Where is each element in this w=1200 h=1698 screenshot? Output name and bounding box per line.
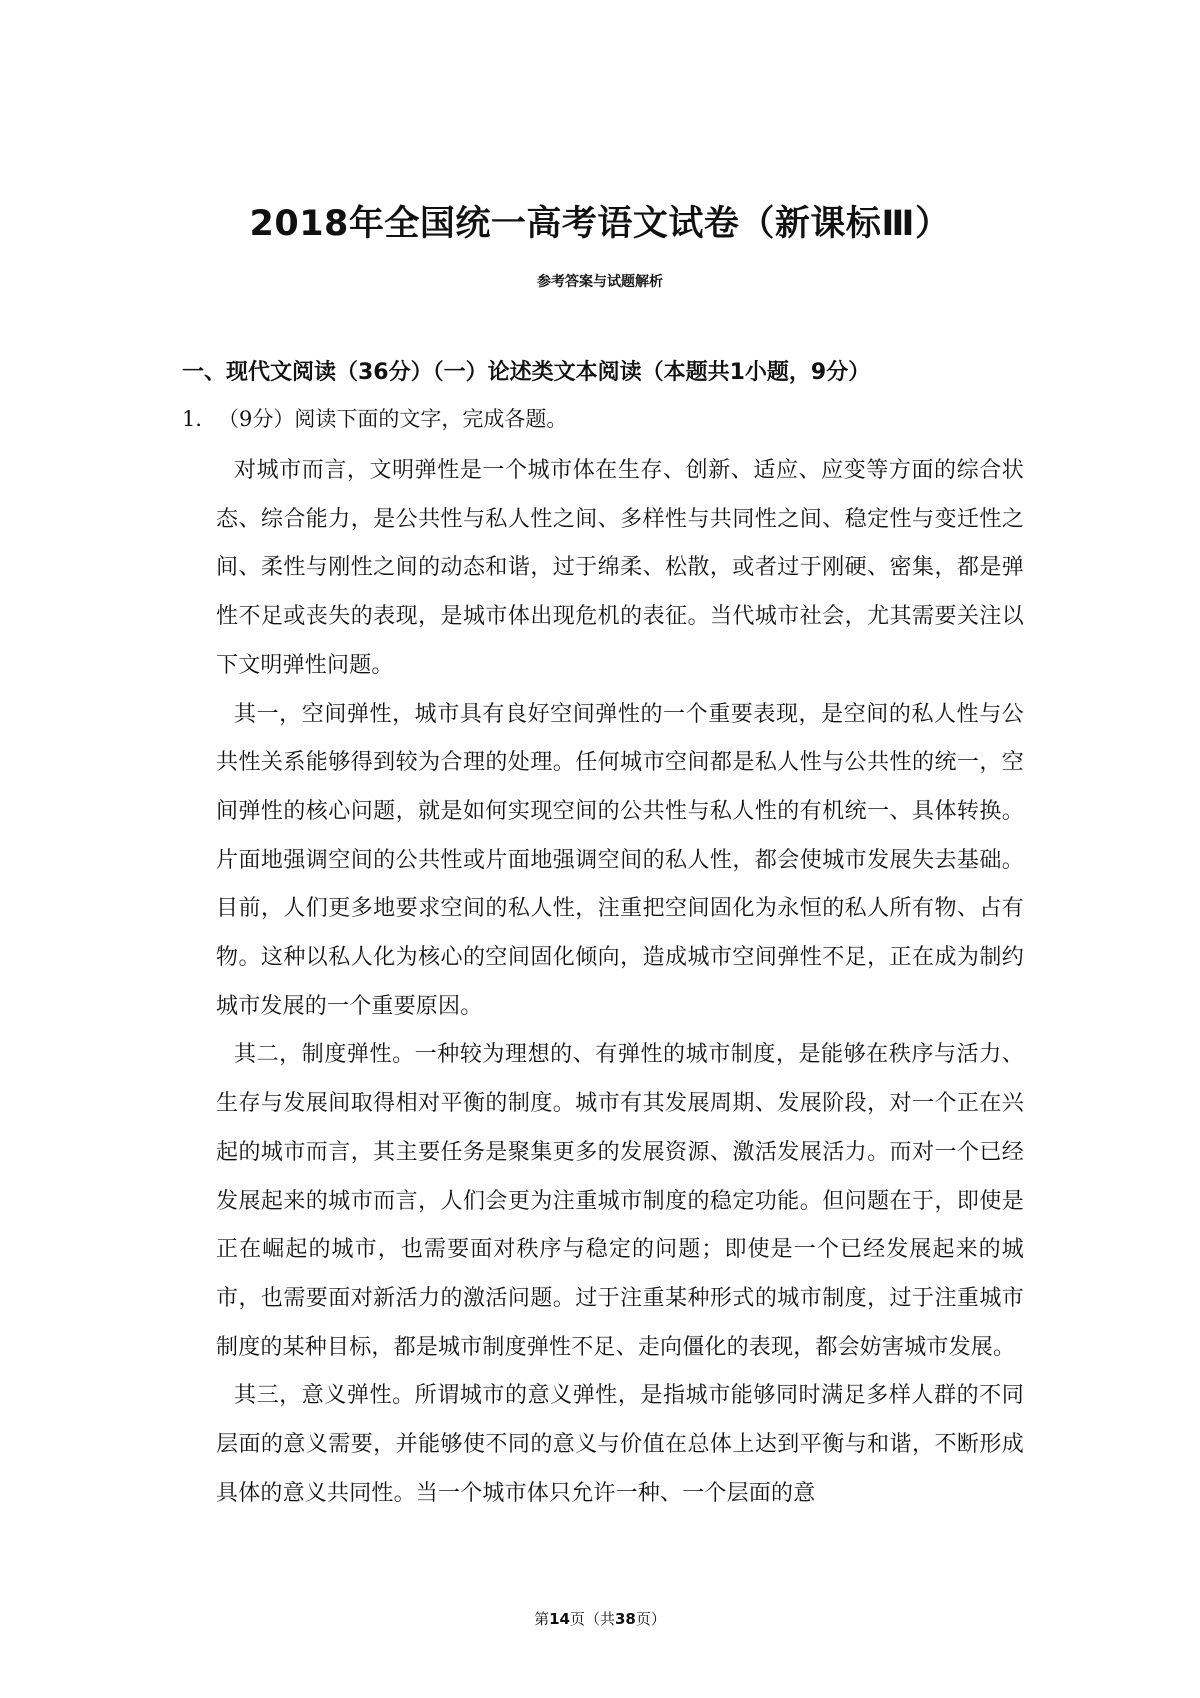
passage-paragraph-2: 其一，空间弹性，城市具有良好空间弹性的一个重要表现，是空间的私人性与公共性关系能够得到较为合理的处理。任何城市空间都是私人性与公共性的统一，空间弹性的核心问题，就是如何实现空间的公共性与私人性的有机统一、具体转换。片面地强调空间的公共性或片面地强调空间的私人性，都会使城市发展失去基础。目前，人们更多地要求空间的私人性，注重把空间固化为永恒的私人所有物、占有物。这种以私人化为核心的空间固化倾向，造成城市空间弹性不足，正在成为制约城市发展的一个重要原因。	[216, 701, 1024, 1019]
page-footer	[0, 1608, 1200, 1630]
footer-suffix: 页）	[635, 1610, 666, 1628]
page-title: 2018年全国统一高考语文试卷（新课标Ⅲ）	[249, 204, 951, 244]
passage-paragraph-4: 其三，意义弹性。所谓城市的意义弹性，是指城市能够同时满足多样人群的不同层面的意义需要，并能够使不同的意义与价值在总体上达到平衡与和谐，不断形成具体的意义共同性。当一个城市体只允许一种、一个层面的意	[216, 1383, 1024, 1506]
current-page-number: 14	[549, 1610, 570, 1628]
question-1	[182, 402, 567, 436]
question-prompt: （9分）阅读下面的文字，完成各题。	[218, 407, 568, 431]
total-page-count: 38	[615, 1610, 636, 1628]
footer-prefix: 第	[534, 1610, 550, 1628]
passage-paragraph-1: 对城市而言，文明弹性是一个城市体在生存、创新、适应、应变等方面的综合状态、综合能力，是公共性与私人性之间、多样性与共同性之间、稳定性与变迁性之间、柔性与刚性之间的动态和谐，过于绵柔、松散，或者过于刚硬、密集，都是弹性不足或丧失的表现，是城市体出现危机的表征。当代城市社会，尤其需要关注以下文明弹性问题。	[216, 458, 1024, 678]
page-subtitle: 参考答案与试题解析	[537, 274, 663, 290]
passage-paragraph-3: 其二，制度弹性。一种较为理想的、有弹性的城市制度，是能够在秩序与活力、生存与发展间取得相对平衡的制度。城市有其发展周期、发展阶段，对一个正在兴起的城市而言，其主要任务是聚集更多的发展资源、激活发展活力。而对一个已经发展起来的城市而言，人们会更为注重城市制度的稳定功能。但问题在于，即使是正在崛起的城市，也需要面对秩序与稳定的问题；即使是一个已经发展起来的城市，也需要面对新活力的激活问题。过于注重某种形式的城市制度，过于注重城市制度的某种目标，都是城市制度弹性不足、走向僵化的表现，都会妨害城市发展。	[216, 1042, 1024, 1360]
reading-passage	[216, 447, 1024, 1518]
section-heading: 一、现代文阅读（36分）（一）论述类文本阅读（本题共1小题，9分）	[182, 360, 871, 385]
question-number: 1．	[182, 407, 217, 431]
footer-middle: 页（共	[569, 1610, 615, 1628]
